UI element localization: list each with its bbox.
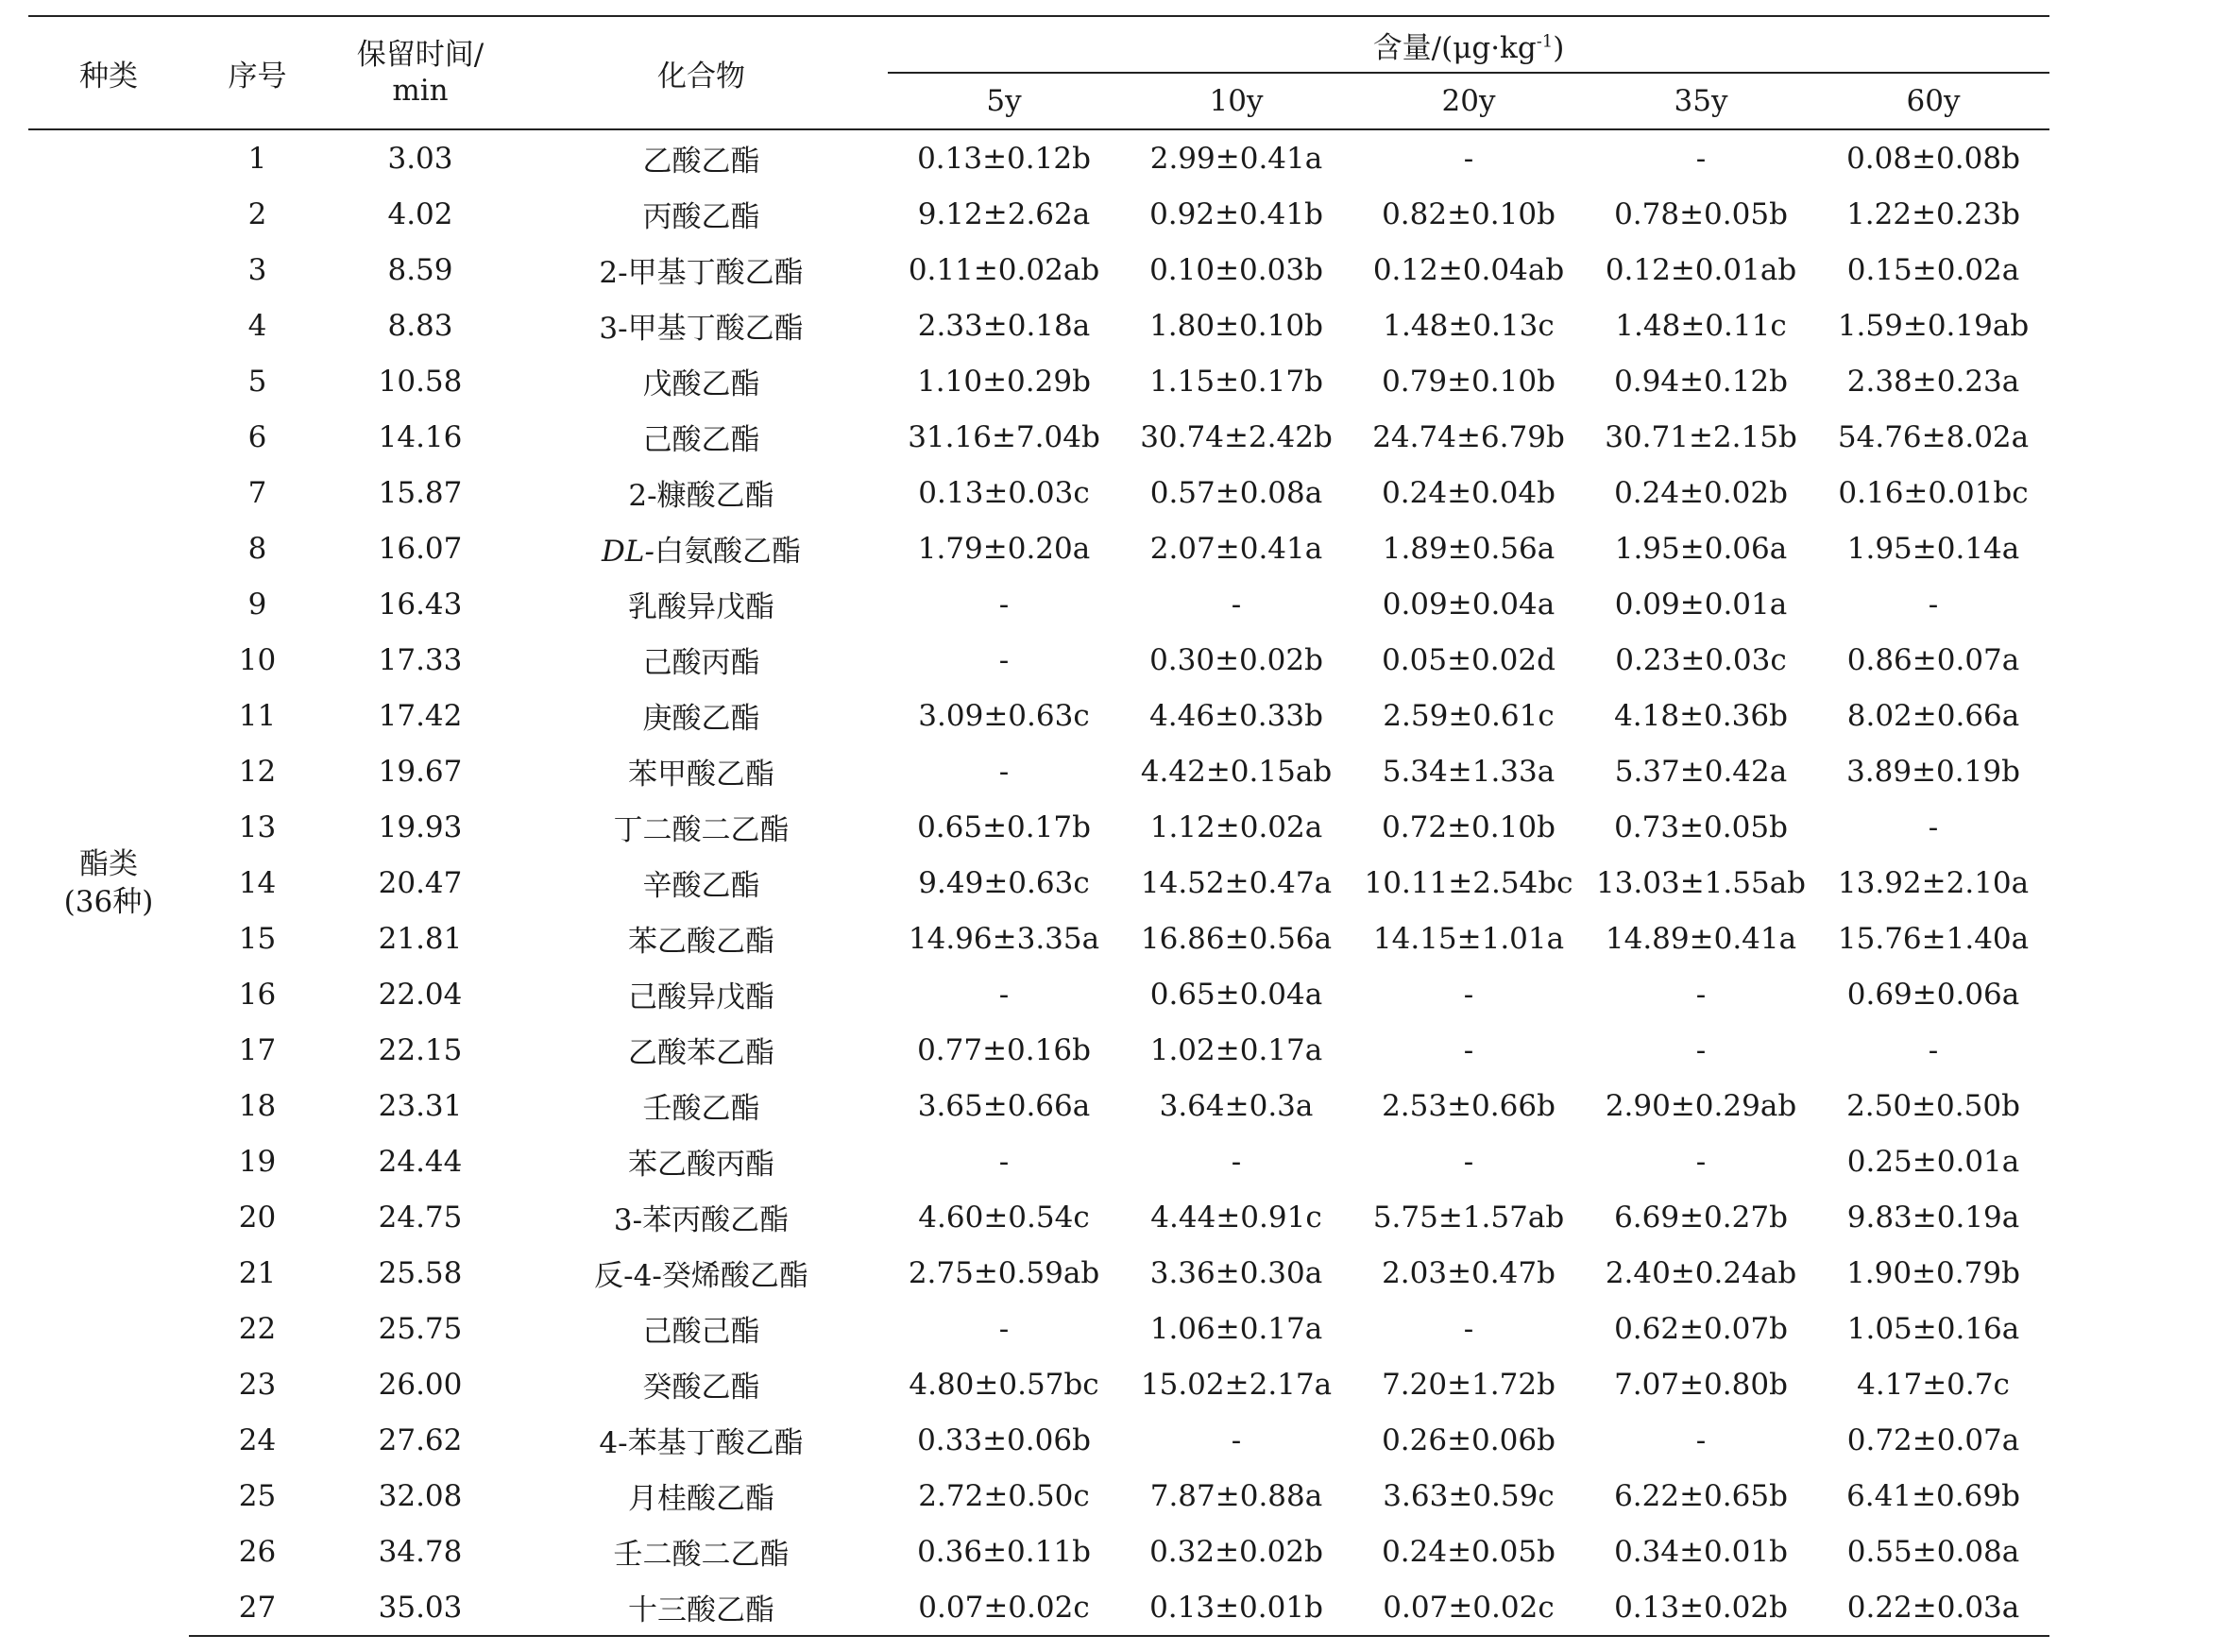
index-cell: 14 — [238, 865, 277, 900]
content-value-10y: 1.80±0.10b — [1149, 308, 1323, 343]
table-row — [28, 911, 2049, 966]
retention-time-cell: 24.75 — [378, 1200, 463, 1235]
retention-time-cell: 25.58 — [378, 1255, 463, 1290]
content-value-60y: 0.08±0.08b — [1846, 141, 2020, 176]
content-value-5y: 0.65±0.17b — [917, 809, 1091, 844]
content-value-35y: - — [1695, 1422, 1707, 1457]
compound-cell — [515, 1022, 888, 1078]
table-row — [28, 520, 2049, 576]
compound-name: 反-4-癸烯酸乙酯 — [594, 1259, 808, 1293]
compound-cell — [515, 465, 888, 520]
content-value-5y: 4.80±0.57bc — [909, 1367, 1099, 1402]
retention-time-cell: 19.67 — [378, 754, 463, 789]
retention-time-cell: 32.08 — [378, 1478, 463, 1513]
compound-cell — [515, 129, 888, 186]
table-row — [28, 1022, 2049, 1078]
compound-cell — [515, 632, 888, 688]
content-value-5y: 1.79±0.20a — [917, 531, 1091, 566]
compound-name: 3-苯丙酸乙酯 — [613, 1203, 790, 1237]
content-value-20y: 2.53±0.66b — [1382, 1088, 1556, 1123]
compound-name: 苯乙酸丙酯 — [628, 1148, 774, 1182]
content-value-5y: 0.13±0.12b — [917, 141, 1091, 176]
content-value-20y: 14.15±1.01a — [1372, 921, 1565, 956]
content-value-35y: 0.09±0.01a — [1614, 587, 1788, 622]
content-value-20y: 1.89±0.56a — [1382, 531, 1556, 566]
table-row — [28, 966, 2049, 1022]
content-value-20y: 0.24±0.04b — [1382, 475, 1556, 510]
content-value-20y: 0.24±0.05b — [1382, 1534, 1556, 1569]
content-value-35y: - — [1695, 977, 1707, 1012]
compound-cell — [515, 1468, 888, 1524]
content-value-10y: 1.12±0.02a — [1149, 809, 1323, 844]
content-value-35y: - — [1695, 1032, 1707, 1067]
table-row — [28, 242, 2049, 298]
content-value-60y: 0.72±0.07a — [1846, 1422, 2020, 1457]
index-cell: 25 — [238, 1478, 277, 1513]
content-value-5y: 9.12±2.62a — [917, 196, 1091, 231]
compound-cell — [515, 1078, 888, 1133]
table-row — [28, 1301, 2049, 1356]
compound-name: 白氨酸乙酯 — [654, 535, 801, 569]
compound-name: 己酸异戊酯 — [628, 980, 774, 1014]
content-value-20y: 0.82±0.10b — [1382, 196, 1556, 231]
content-value-20y: 0.72±0.10b — [1382, 809, 1556, 844]
retention-time-cell: 22.04 — [378, 977, 463, 1012]
content-value-10y: 0.30±0.02b — [1149, 642, 1323, 677]
content-value-35y: 0.73±0.05b — [1614, 809, 1788, 844]
table-row — [28, 186, 2049, 242]
col-year-header-20y: 20y — [1352, 73, 1585, 129]
content-value-35y: 2.90±0.29ab — [1605, 1088, 1797, 1123]
content-value-20y: 0.05±0.02d — [1382, 642, 1556, 677]
index-cell: 4 — [247, 308, 267, 343]
compound-cell — [515, 855, 888, 911]
col-year-header-35y: 35y — [1585, 73, 1817, 129]
col-content-header — [888, 16, 2049, 73]
compound-cell — [515, 1412, 888, 1468]
retention-time-cell: 16.07 — [378, 531, 463, 566]
content-value-35y: 1.95±0.06a — [1614, 531, 1788, 566]
table-row — [28, 576, 2049, 632]
content-value-35y: 2.40±0.24ab — [1605, 1255, 1797, 1290]
content-value-5y: 31.16±7.04b — [908, 419, 1100, 454]
compound-cell — [515, 298, 888, 353]
col-retention-time-header — [326, 16, 515, 129]
compound-cell — [515, 1245, 888, 1301]
retention-time-cell: 25.75 — [378, 1311, 463, 1346]
content-value-5y: 0.11±0.02ab — [908, 252, 1100, 287]
content-value-35y: 5.37±0.42a — [1614, 754, 1788, 789]
content-value-5y: 1.10±0.29b — [917, 364, 1091, 399]
content-value-20y: 24.74±6.79b — [1372, 419, 1565, 454]
content-value-60y: - — [1928, 809, 1939, 844]
content-value-5y: 0.77±0.16b — [917, 1032, 1091, 1067]
content-value-10y: 0.13±0.01b — [1120, 1579, 1352, 1636]
index-cell: 3 — [247, 252, 267, 287]
retention-time-cell: 8.59 — [387, 252, 453, 287]
compound-cell — [515, 242, 888, 298]
retention-time-cell: 15.87 — [378, 475, 463, 510]
compound-name: 乙酸乙酯 — [642, 145, 760, 179]
category-cell — [28, 129, 189, 1636]
retention-time-cell: 34.78 — [378, 1534, 463, 1569]
content-value-10y: 4.46±0.33b — [1149, 698, 1323, 733]
compound-name: 壬酸乙酯 — [642, 1092, 760, 1126]
col-compound-header: 化合物 — [515, 16, 888, 129]
content-value-60y: 0.15±0.02a — [1846, 252, 2020, 287]
content-value-20y: 5.34±1.33a — [1382, 754, 1556, 789]
index-cell: 23 — [238, 1367, 277, 1402]
content-value-10y: 4.44±0.91c — [1150, 1200, 1322, 1235]
category-name: 酯类 — [79, 847, 138, 881]
content-value-60y: 8.02±0.66a — [1846, 698, 2020, 733]
retention-time-cell: 3.03 — [387, 141, 453, 176]
compound-name: 2-甲基丁酸乙酯 — [599, 256, 804, 290]
content-value-20y: 0.26±0.06b — [1382, 1422, 1556, 1457]
compound-cell — [515, 353, 888, 409]
content-value-10y: 16.86±0.56a — [1140, 921, 1333, 956]
content-value-20y: 0.12±0.04ab — [1372, 252, 1565, 287]
table-row — [28, 743, 2049, 799]
content-value-35y: 0.13±0.02b — [1585, 1579, 1817, 1636]
content-value-5y: 0.33±0.06b — [917, 1422, 1091, 1457]
compound-name: 壬二酸二乙酯 — [613, 1538, 790, 1572]
compound-name: 辛酸乙酯 — [642, 869, 760, 903]
retention-time-cell: 26.00 — [378, 1367, 463, 1402]
content-value-60y: 0.69±0.06a — [1846, 977, 2020, 1012]
content-value-35y: 6.69±0.27b — [1614, 1200, 1788, 1235]
content-value-5y: 2.75±0.59ab — [908, 1255, 1100, 1290]
retention-time-cell: 22.15 — [378, 1032, 463, 1067]
content-value-35y: 13.03±1.55ab — [1595, 865, 1807, 900]
retention-time-cell: 21.81 — [378, 921, 463, 956]
content-value-35y: 0.34±0.01b — [1614, 1534, 1788, 1569]
retention-time-cell: 8.83 — [387, 308, 453, 343]
compound-cell — [515, 409, 888, 465]
retention-time-cell: 14.16 — [378, 419, 463, 454]
content-value-60y: 4.17±0.7c — [1857, 1367, 2010, 1402]
content-value-35y: - — [1695, 1144, 1707, 1179]
index-cell: 22 — [238, 1311, 277, 1346]
content-value-35y: - — [1695, 141, 1707, 176]
content-value-20y: 2.03±0.47b — [1382, 1255, 1556, 1290]
table-row — [28, 799, 2049, 855]
rt-header-line2: min — [392, 74, 449, 108]
table-row — [28, 688, 2049, 743]
content-value-60y: 3.89±0.19b — [1846, 754, 2020, 789]
content-value-35y: 30.71±2.15b — [1605, 419, 1797, 454]
content-value-60y: 9.83±0.19a — [1846, 1200, 2020, 1235]
content-value-35y: 0.94±0.12b — [1614, 364, 1788, 399]
content-value-5y: 2.72±0.50c — [918, 1478, 1090, 1513]
table-row — [28, 409, 2049, 465]
compound-name: 戊酸乙酯 — [642, 367, 760, 401]
content-value-60y: 1.95±0.14a — [1846, 531, 2020, 566]
table-row — [28, 1356, 2049, 1412]
category-count: (36种) — [63, 885, 154, 919]
retention-time-cell: 24.44 — [378, 1144, 463, 1179]
index-cell: 11 — [238, 698, 277, 733]
content-value-10y: 3.64±0.3a — [1159, 1088, 1314, 1123]
retention-time-cell: 20.47 — [378, 865, 463, 900]
index-cell: 21 — [238, 1255, 277, 1290]
table-row — [28, 465, 2049, 520]
retention-time-cell: 17.42 — [378, 698, 463, 733]
table-row — [28, 632, 2049, 688]
ester-content-table — [28, 15, 2049, 1637]
index-cell: 24 — [238, 1422, 277, 1457]
compound-cell — [515, 576, 888, 632]
content-value-5y: 4.60±0.54c — [918, 1200, 1090, 1235]
compound-name: 己酸丙酯 — [642, 646, 760, 680]
content-value-60y: 13.92±2.10a — [1837, 865, 2030, 900]
content-value-10y: 1.15±0.17b — [1149, 364, 1323, 399]
content-value-60y: - — [1928, 587, 1939, 622]
index-cell: 15 — [238, 921, 277, 956]
col-year-header-5y: 5y — [888, 73, 1120, 129]
compound-cell — [515, 1356, 888, 1412]
table-row — [28, 1524, 2049, 1579]
content-value-35y: 1.48±0.11c — [1615, 308, 1787, 343]
compound-name: 乙酸苯乙酯 — [628, 1036, 774, 1070]
compound-name: 乳酸异戊酯 — [628, 590, 774, 624]
compound-name: 苯乙酸乙酯 — [628, 925, 774, 959]
content-value-5y: - — [998, 754, 1010, 789]
content-value-35y: 14.89±0.41a — [1605, 921, 1797, 956]
content-value-5y: 3.65±0.66a — [917, 1088, 1091, 1123]
content-value-5y: - — [998, 1311, 1010, 1346]
compound-name: 2-糠酸乙酯 — [628, 479, 774, 513]
index-cell: 16 — [238, 977, 277, 1012]
content-value-5y: 0.07±0.02c — [888, 1579, 1120, 1636]
table-row — [28, 855, 2049, 911]
compound-name: 丁二酸二乙酯 — [613, 813, 790, 847]
content-value-35y: 0.12±0.01ab — [1605, 252, 1797, 287]
content-value-10y: - — [1231, 1422, 1242, 1457]
col-year-header-10y: 10y — [1120, 73, 1352, 129]
content-value-10y: 3.36±0.30a — [1149, 1255, 1323, 1290]
content-value-5y: 0.13±0.03c — [918, 475, 1090, 510]
compound-name: 己酸己酯 — [642, 1315, 760, 1349]
content-value-60y: 0.22±0.03a — [1817, 1579, 2049, 1636]
table-row — [28, 1579, 2049, 1636]
compound-cell — [515, 1189, 888, 1245]
compound-cell — [515, 799, 888, 855]
content-value-20y: - — [1463, 1311, 1474, 1346]
content-value-10y: 30.74±2.42b — [1140, 419, 1333, 454]
table-row — [28, 1189, 2049, 1245]
table-row — [28, 1133, 2049, 1189]
content-value-20y: 1.48±0.13c — [1383, 308, 1555, 343]
index-cell: 10 — [238, 642, 277, 677]
retention-time-cell: 35.03 — [326, 1579, 515, 1636]
index-cell: 17 — [238, 1032, 277, 1067]
content-value-20y: - — [1463, 977, 1474, 1012]
content-header-sup: -1 — [1536, 31, 1554, 52]
content-value-35y: 6.22±0.65b — [1614, 1478, 1788, 1513]
retention-time-cell: 23.31 — [378, 1088, 463, 1123]
content-value-10y: - — [1231, 1144, 1242, 1179]
index-cell: 27 — [189, 1579, 326, 1636]
content-value-20y: 0.09±0.04a — [1382, 587, 1556, 622]
compound-cell — [515, 186, 888, 242]
compound-cell — [515, 1524, 888, 1579]
retention-time-cell: 27.62 — [378, 1422, 463, 1457]
compound-prefix: DL- — [602, 535, 654, 569]
compound-name: 丙酸乙酯 — [642, 200, 760, 234]
content-value-60y: 1.22±0.23b — [1846, 196, 2020, 231]
compound-cell — [515, 1579, 888, 1636]
content-value-60y: - — [1928, 1032, 1939, 1067]
content-value-35y: 0.24±0.02b — [1614, 475, 1788, 510]
content-value-20y: - — [1463, 1144, 1474, 1179]
compound-cell — [515, 1133, 888, 1189]
content-value-60y: 2.50±0.50b — [1846, 1088, 2020, 1123]
content-value-10y: 2.07±0.41a — [1149, 531, 1323, 566]
content-header-suffix: ) — [1553, 31, 1565, 65]
index-cell: 20 — [238, 1200, 277, 1235]
rt-header-line1: 保留时间/ — [356, 38, 484, 72]
content-value-35y: 4.18±0.36b — [1614, 698, 1788, 733]
content-value-35y: 7.07±0.80b — [1614, 1367, 1788, 1402]
content-value-20y: 3.63±0.59c — [1383, 1478, 1555, 1513]
content-value-5y: - — [998, 587, 1010, 622]
content-value-5y: 9.49±0.63c — [918, 865, 1090, 900]
content-header-prefix: 含量/(μg·kg — [1372, 31, 1537, 65]
content-value-10y: - — [1231, 587, 1242, 622]
index-cell: 19 — [238, 1144, 277, 1179]
content-value-35y: 0.78±0.05b — [1614, 196, 1788, 231]
index-cell: 8 — [247, 531, 267, 566]
content-value-5y: 2.33±0.18a — [917, 308, 1091, 343]
content-value-10y: 2.99±0.41a — [1149, 141, 1323, 176]
col-category-header: 种类 — [28, 16, 189, 129]
content-value-10y: 1.02±0.17a — [1149, 1032, 1323, 1067]
table-row — [28, 129, 2049, 186]
table-row — [28, 1245, 2049, 1301]
compound-cell — [515, 520, 888, 576]
content-value-60y: 0.25±0.01a — [1846, 1144, 2020, 1179]
content-value-10y: 15.02±2.17a — [1140, 1367, 1333, 1402]
table-row — [28, 298, 2049, 353]
index-cell: 13 — [238, 809, 277, 844]
content-value-10y: 4.42±0.15ab — [1140, 754, 1333, 789]
compound-name: 庚酸乙酯 — [642, 702, 760, 736]
compound-cell — [515, 743, 888, 799]
index-cell: 12 — [238, 754, 277, 789]
retention-time-cell: 16.43 — [378, 587, 463, 622]
content-value-5y: 3.09±0.63c — [918, 698, 1090, 733]
content-value-10y: 14.52±0.47a — [1140, 865, 1333, 900]
table-row — [28, 1412, 2049, 1468]
compound-name: 己酸乙酯 — [642, 423, 760, 457]
table-row — [28, 353, 2049, 409]
table-row — [28, 1468, 2049, 1524]
content-value-20y: - — [1463, 1032, 1474, 1067]
retention-time-cell: 17.33 — [378, 642, 463, 677]
content-value-10y: 0.32±0.02b — [1149, 1534, 1323, 1569]
content-value-60y: 2.38±0.23a — [1846, 364, 2020, 399]
table-row — [28, 1078, 2049, 1133]
col-index-header: 序号 — [189, 16, 326, 129]
content-value-60y: 6.41±0.69b — [1846, 1478, 2020, 1513]
content-value-20y: 0.79±0.10b — [1382, 364, 1556, 399]
index-cell: 5 — [247, 364, 267, 399]
retention-time-cell: 4.02 — [387, 196, 453, 231]
content-value-10y: 1.06±0.17a — [1149, 1311, 1323, 1346]
content-value-60y: 0.55±0.08a — [1846, 1534, 2020, 1569]
index-cell: 18 — [238, 1088, 277, 1123]
retention-time-cell: 19.93 — [378, 809, 463, 844]
content-value-20y: 7.20±1.72b — [1382, 1367, 1556, 1402]
retention-time-cell: 10.58 — [378, 364, 463, 399]
compound-name: 3-甲基丁酸乙酯 — [599, 312, 804, 346]
index-cell: 6 — [247, 419, 267, 454]
index-cell: 7 — [247, 475, 267, 510]
content-value-10y: 0.65±0.04a — [1149, 977, 1323, 1012]
content-value-5y: - — [998, 642, 1010, 677]
index-cell: 2 — [247, 196, 267, 231]
col-year-header-60y: 60y — [1817, 73, 2049, 129]
content-header-underline — [888, 72, 2049, 74]
content-value-20y: 5.75±1.57ab — [1372, 1200, 1565, 1235]
content-value-60y: 1.90±0.79b — [1846, 1255, 2020, 1290]
content-value-5y: - — [998, 1144, 1010, 1179]
content-value-5y: 0.36±0.11b — [917, 1534, 1091, 1569]
content-value-60y: 0.86±0.07a — [1846, 642, 2020, 677]
content-value-20y: 0.07±0.02c — [1352, 1579, 1585, 1636]
index-cell: 1 — [247, 141, 267, 176]
compound-cell — [515, 966, 888, 1022]
content-value-10y: 7.87±0.88a — [1149, 1478, 1323, 1513]
index-cell: 26 — [238, 1534, 277, 1569]
content-value-60y: 15.76±1.40a — [1837, 921, 2030, 956]
content-value-60y: 1.05±0.16a — [1846, 1311, 2020, 1346]
content-value-35y: 0.23±0.03c — [1615, 642, 1787, 677]
compound-name: 月桂酸乙酯 — [628, 1482, 774, 1516]
content-value-60y: 54.76±8.02a — [1837, 419, 2030, 454]
content-value-10y: 0.10±0.03b — [1149, 252, 1323, 287]
content-value-10y: 0.92±0.41b — [1149, 196, 1323, 231]
content-value-60y: 0.16±0.01bc — [1838, 475, 2029, 510]
content-value-10y: 0.57±0.08a — [1149, 475, 1323, 510]
content-value-60y: 1.59±0.19ab — [1837, 308, 2030, 343]
compound-name: 4-苯基丁酸乙酯 — [599, 1426, 804, 1460]
content-value-5y: - — [998, 977, 1010, 1012]
index-cell: 9 — [247, 587, 267, 622]
content-value-20y: 10.11±2.54bc — [1364, 865, 1573, 900]
header-row-1 — [28, 16, 2049, 73]
compound-cell — [515, 911, 888, 966]
compound-cell — [515, 688, 888, 743]
content-value-35y: 0.62±0.07b — [1614, 1311, 1788, 1346]
compound-cell — [515, 1301, 888, 1356]
compound-name: 十三酸乙酯 — [628, 1593, 774, 1627]
compound-name: 苯甲酸乙酯 — [628, 758, 774, 792]
compound-name: 癸酸乙酯 — [642, 1371, 760, 1405]
content-value-5y: 14.96±3.35a — [908, 921, 1100, 956]
content-value-20y: - — [1463, 141, 1474, 176]
content-value-20y: 2.59±0.61c — [1383, 698, 1555, 733]
